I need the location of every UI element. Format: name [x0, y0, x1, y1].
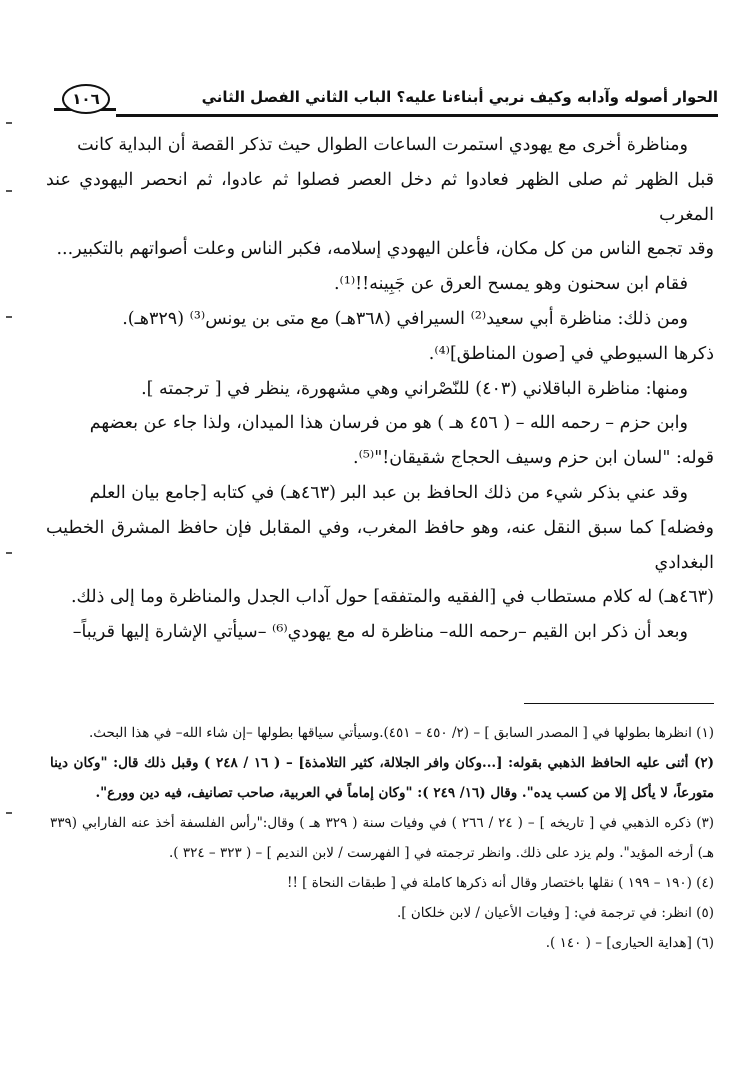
- footnote: (٦) [هداية الحيارى] – ( ١٤٠ ).: [545, 935, 714, 951]
- paragraph-line: ومنها: مناظرة الباقلاني (٤٠٣) للنّصْراني وهي مشهورة، ينظر في [ ترجمته ].: [141, 378, 688, 399]
- paragraph-line: ذكرها السيوطي في [صون المناطق]⁽⁴⁾.: [428, 343, 714, 364]
- footnote-separator: [524, 703, 714, 704]
- paragraph-line: وقد عني بذكر شيء من ذلك الحافظ بن عبد البر (٤٦٣هـ) في كتابه [جامع بيان العلم: [89, 482, 688, 503]
- margin-mark: [6, 552, 12, 554]
- paragraph-line: (٤٦٣هـ) له كلام مستطاب في [الفقيه والمتفقه] حول آداب الجدل والمناظرة وما إلى ذلك.: [70, 587, 714, 608]
- page-number: ١٠٦: [62, 84, 110, 114]
- paragraph-line: ومن ذلك: مناظرة أبي سعيد⁽²⁾ السيرافي (٣٦٨هـ) مع متى بن يونس⁽³⁾ (٣٢٩هـ).: [122, 308, 688, 329]
- header-title: الحوار أصوله وآدابه وكيف نربي أبناءنا عليه؟ الباب الثاني الفصل الثاني: [201, 88, 718, 106]
- footnote: (١) انظرها بطولها في [ المصدر السابق ] – (٢/ ٤٥٠ – ٤٥١).وسيأتي سياقها بطولها –إن شاء الله– في هذا البحث.: [88, 725, 714, 741]
- paragraph-line: وبعد أن ذكر ابن القيم –رحمه الله– مناظرة له مع يهودي⁽⁶⁾ –سيأتي الإشارة إليها قريباً–: [72, 622, 688, 643]
- margin-mark: [6, 190, 12, 192]
- paragraph-line: فقام ابن سحنون وهو يمسح العرق عن جَبِينه!!⁽¹⁾.: [333, 274, 688, 295]
- paragraph-line: وابن حزم – رحمه الله – ( ٤٥٦ هـ ) هو من فرسان هذا الميدان، ولذا جاء عن بعضهم: [89, 413, 688, 434]
- paragraph-line: ومناظرة أخرى مع يهودي استمرت الساعات الطوال حيث تذكر القصة أن البداية كانت: [77, 135, 688, 155]
- margin-mark: [6, 316, 12, 318]
- footnote: (٤) (١٩٠ – ١٩٩ ) نقلها باختصار وقال أنه ذكرها كاملة في [ طبقات النحاة ] !!: [287, 875, 714, 891]
- footnotes: [50, 718, 714, 958]
- footnote: (٣) ذكره الذهبي في [ تاريخه ] – ( ٢٤ / ٢٦٦ ) في وفيات سنة ( ٣٢٩ هـ ) وقال:"رأس الفلسفة أخذ عنه الفارابي (٣٣٩ هـ) أرخه المؤيد". ولم يزد على ذلك. وانظر ترجمته في [ الفهرست / لابن النديم ] – ( ٣٢٣ – ٣٢٤ ).: [50, 815, 715, 861]
- paragraph-line: وفضله] كما سبق النقل عنه، وهو حافظ المغرب، وفي المقابل فإن حافظ المشرق الخطيب البغدادي: [46, 517, 714, 573]
- margin-mark: [6, 122, 12, 124]
- margin-mark: [6, 812, 12, 814]
- paragraph-line: قوله: "لسان ابن حزم وسيف الحجاج شقيقان!"⁽⁵⁾.: [353, 448, 714, 469]
- main-text: [46, 128, 714, 650]
- running-header: [54, 86, 718, 116]
- footnote: (٥) انظر: في ترجمة في: [ وفيات الأعيان / لابن خلكان ].: [396, 905, 714, 921]
- paragraph-line: وقد تجمع الناس من كل مكان، فأعلن اليهودي إسلامه، فكبر الناس وعلت أصواتهم بالتكبير...: [56, 239, 714, 260]
- header-rule: [116, 114, 718, 117]
- paragraph-line: قبل الظهر ثم صلى الظهر فعادوا ثم دخل العصر فصلوا ثم عادوا، ثم انحصر اليهودي عند المغرب: [46, 169, 714, 225]
- footnote: (٢) أثنى عليه الحافظ الذهبي بقوله: [...وكان وافر الجلالة، كثير التلامذة] – ( ١٦ / ٢٤٨ ) وقبل ذلك قال: "وكان دينا متورعاً، لا يأكل إلا من كسب يده". وقال (١٦/ ٢٤٩ ): "وكان إماماً في العربية، صاحب تصانيف، فيه دين وورع".: [50, 755, 714, 801]
